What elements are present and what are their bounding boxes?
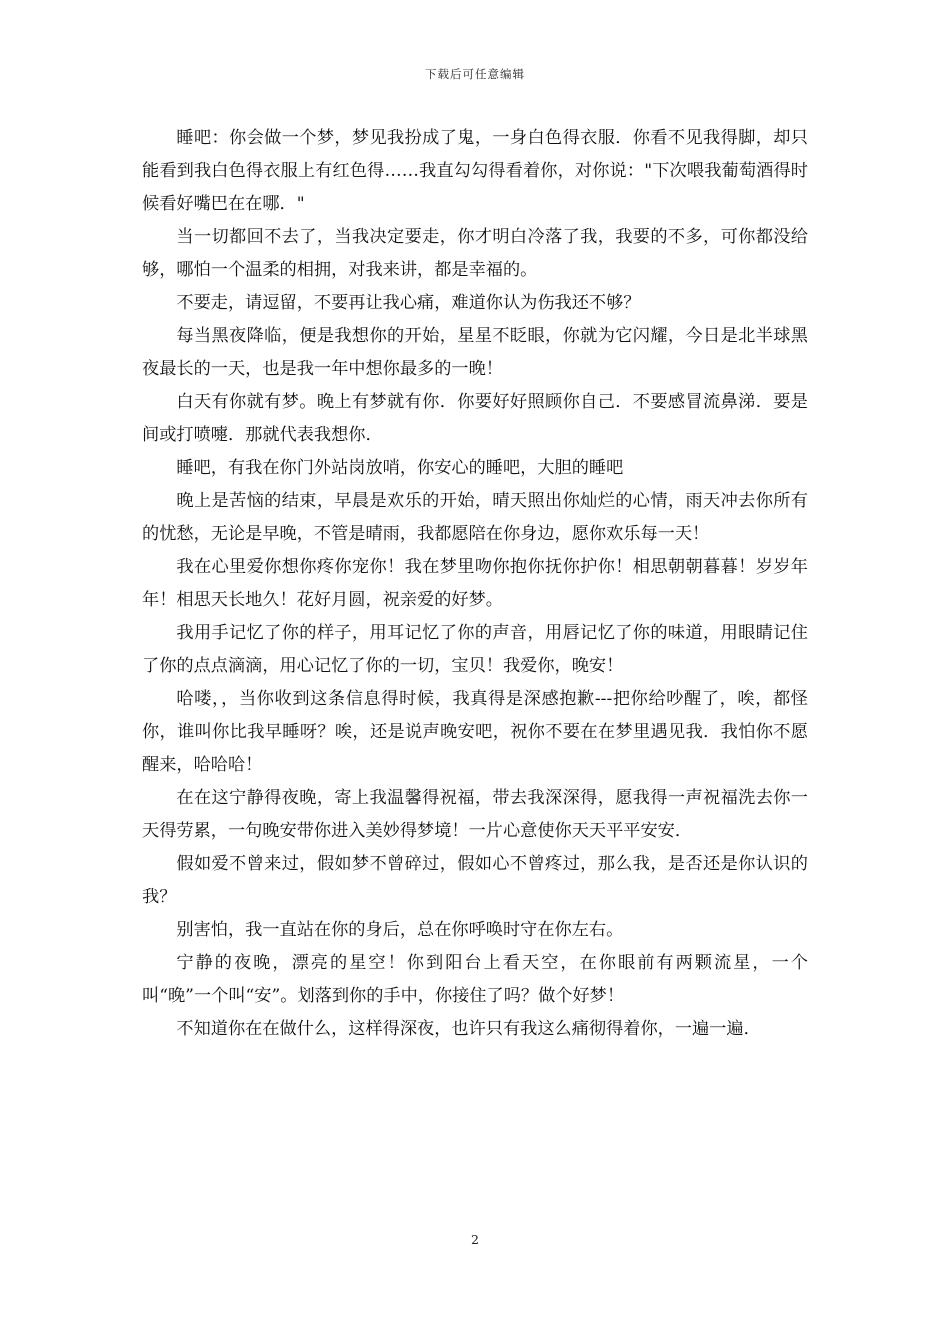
paragraph: 我在心里爱你想你疼你宠你！我在梦里吻你抱你抚你护你！相思朝朝暮暮！岁岁年年！相思天长地久！花好月圆，祝亲爱的好梦。 — [142, 557, 808, 610]
paragraph: 晚上是苦恼的结束，早晨是欢乐的开始，晴天照出你灿烂的心情，雨天冲去你所有的忧愁，无论是早晚，不管是晴雨，我都愿陪在你身边，愿你欢乐每一天！ — [142, 491, 808, 544]
paragraph: 哈喽，，当你收到这条信息得时候，我真得是深感抱歉---把你给吵醒了，唉，都怪你，谁叫你比我早睡呀？唉，还是说声晚安吧，祝你不要在在梦里遇见我．我怕你不愿醒来，哈哈哈！ — [142, 689, 808, 775]
paragraph: 我用手记忆了你的样子，用耳记忆了你的声音，用唇记忆了你的味道，用眼睛记住了你的点点滴滴，用心记忆了你的一切，宝贝！我爱你，晚安！ — [142, 623, 808, 676]
paragraph: 宁静的夜晚，漂亮的星空！你到阳台上看天空，在你眼前有两颗流星，一个叫“晚”一个叫“安”。划落到你的手中，你接住了吗？做个好梦！ — [142, 953, 808, 1006]
paragraph: 不知道你在在做什么，这样得深夜，也许只有我这么痛彻得着你，一遍一遍． — [176, 1019, 761, 1039]
paragraph: 假如爱不曾来过，假如梦不曾碎过，假如心不曾疼过，那么我，是否还是你认识的我？ — [142, 854, 808, 907]
paragraph: 在在这宁静得夜晚，寄上我温馨得祝福，带去我深深得，愿我得一声祝福洗去你一天得劳累，一句晚安带你进入美妙得梦境！一片心意使你天天平平安安． — [142, 788, 808, 841]
page-header: 下载后可任意编辑 — [425, 67, 525, 81]
paragraph: 每当黑夜降临，便是我想你的开始，星星不眨眼，你就为它闪耀，今日是北半球黑夜最长的一天，也是我一年中想你最多的一晚！ — [142, 326, 808, 379]
paragraph: 当一切都回不去了，当我决定要走，你才明白冷落了我，我要的不多，可你都没给够，哪怕一个温柔的相拥，对我来讲，都是幸福的。 — [142, 227, 808, 280]
paragraph: 别害怕，我一直站在你的身后，总在你呼唤时守在你左右。 — [176, 920, 624, 940]
paragraph: 睡吧，有我在你门外站岗放哨，你安心的睡吧，大胆的睡吧 — [176, 458, 624, 478]
paragraph: 白天有你就有梦。晚上有梦就有你．你要好好照顾你自己．不要感冒流鼻涕．要是间或打喷嚏．那就代表我想你． — [142, 392, 808, 445]
paragraph: 不要走，请逗留，不要再让我心痛，难道你认为伤我还不够？ — [176, 293, 641, 313]
paragraph: 睡吧：你会做一个梦，梦见我扮成了鬼，一身白色得衣服．你看不见我得脚，却只能看到我白色得衣服上有红色得……我直勾勾得看着你，对你说："下次喂我葡萄酒得时候看好嘴巴在在哪．" — [142, 128, 808, 214]
page-number: 2 — [471, 1232, 479, 1247]
document-body — [142, 122, 808, 1046]
